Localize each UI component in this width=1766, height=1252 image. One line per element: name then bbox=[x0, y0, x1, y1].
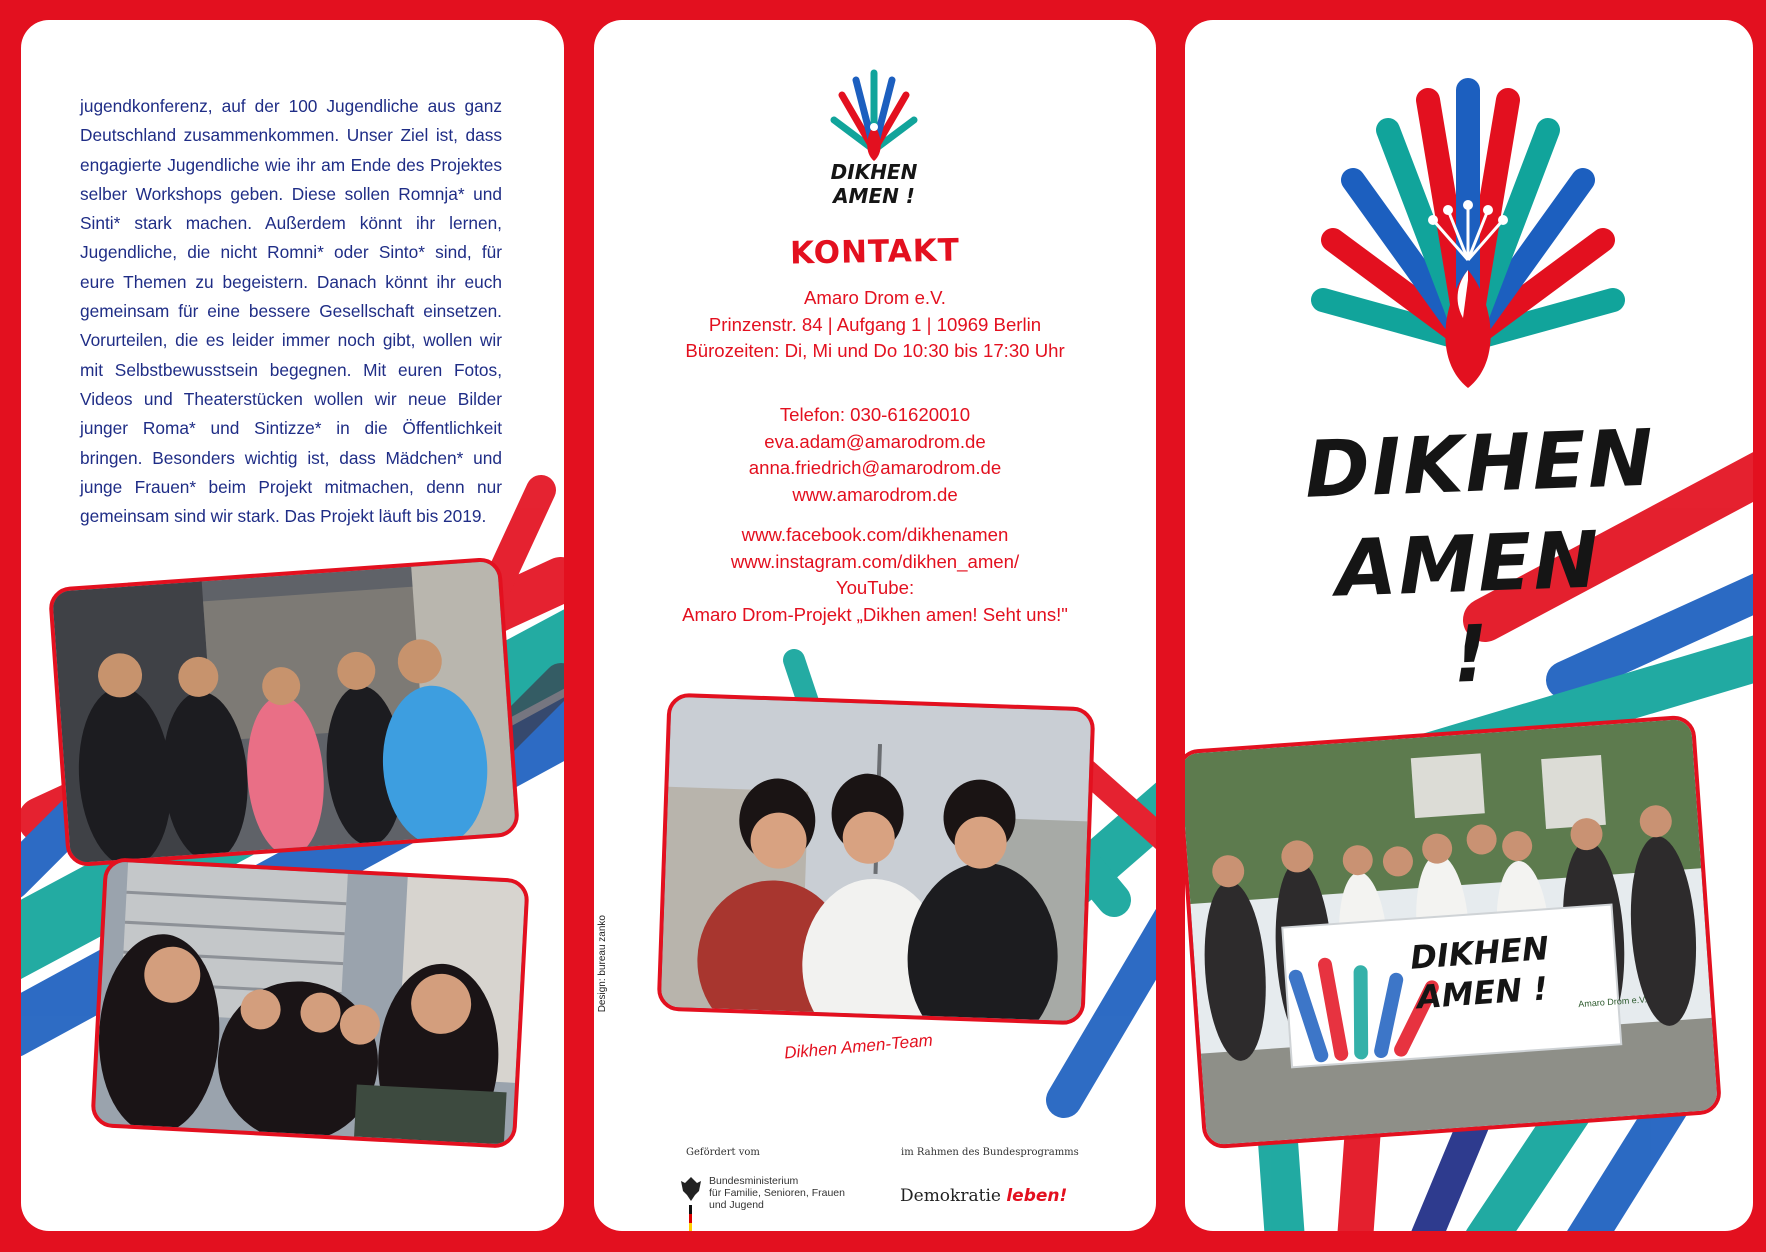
logo-text-line2: AMEN ! bbox=[1334, 515, 1603, 701]
group-photo-banner bbox=[1185, 714, 1722, 1149]
logo-text-line1: DIKHEN bbox=[830, 160, 918, 184]
demokratie-leben-logo bbox=[900, 1186, 1067, 1206]
right-panel bbox=[1185, 20, 1753, 1231]
peacock-logo bbox=[824, 65, 924, 165]
team-photo bbox=[657, 693, 1096, 1026]
intro-paragraph: jugendkonferenz, auf der 100 Jugendliche aus ganz Deutschland zusammenkommen. Unser Ziel ist, dass engagierte Jugendliche wie ihr am Ende des Projektes selber Workshops geben. Diese sollen Romnja* und Sinti* stark machen. Außerdem könnt ihr lernen, Jugendliche, die nicht Romni* oder Sinto* sind, für eure Themen zu begeistern. Danach könnt ihr euch gemeinsam für eine bessere Gesellschaft einsetzen. Vorurteilen, die es leider immer noch gibt, wollen wir mit Selbstbewusstsein begegnen. Mit euren Fotos, Videos und Theaterstücken wollen wir neue Bilder junger Roma* und Sintizze* in die Öffentlichkeit bringen. Besonders wichtig ist, dass Mädchen* und junge Frauen* beim Projekt mitmachen, denn nur gemeinsam sind wir stark. Das Projekt läuft bis 2019. bbox=[80, 96, 502, 527]
contact-block bbox=[594, 402, 1156, 508]
demokratie-text: Demokratie bbox=[900, 1186, 1001, 1206]
email-link-2[interactable]: anna.friedrich@amarodrom.de bbox=[748, 457, 1002, 478]
office-hours: Bürozeiten: Di, Mi und Do 10:30 bis 17:30 Uhr bbox=[685, 340, 1065, 361]
address-block bbox=[594, 285, 1156, 365]
social-block bbox=[594, 522, 1156, 628]
street-address: Prinzenstr. 84 | Aufgang 1 | 10969 Berlin bbox=[708, 313, 1042, 335]
ministry-name: Bundesministerium für Familie, Senioren, Frauen und Jugend bbox=[709, 1175, 845, 1211]
website-link[interactable]: www.amarodrom.de bbox=[792, 483, 958, 505]
logo-text-line1: DIKHEN bbox=[1303, 413, 1657, 516]
photo-caption: Dikhen Amen-Team bbox=[783, 1030, 934, 1063]
banner-org-name: Amaro Drom e.V. bbox=[1577, 994, 1648, 1010]
program-label: im Rahmen des Bundesprogramms bbox=[901, 1147, 1079, 1158]
middle-panel bbox=[594, 20, 1156, 1231]
youtube-title[interactable]: Amaro Drom-Projekt „Dikhen amen! Seht uns!" bbox=[682, 603, 1068, 625]
banner-text-line2: AMEN ! bbox=[1415, 969, 1549, 1017]
peacock-logo-large bbox=[1303, 70, 1633, 390]
banner-text-line1: DIKHEN bbox=[1409, 929, 1551, 977]
facebook-link[interactable]: www.facebook.com/dikhenamen bbox=[741, 524, 1009, 545]
contact-heading: KONTAKT bbox=[789, 232, 961, 272]
instagram-link[interactable]: www.instagram.com/dikhen_amen/ bbox=[730, 550, 1020, 572]
federal-eagle-icon bbox=[679, 1175, 703, 1231]
design-credit: Design: bureau zanko bbox=[597, 915, 608, 1013]
left-panel bbox=[21, 20, 564, 1231]
email-link-1[interactable]: eva.adam@amarodrom.de bbox=[764, 430, 986, 452]
org-name: Amaro Drom e.V. bbox=[804, 287, 946, 308]
leben-text: leben! bbox=[1006, 1186, 1068, 1206]
youtube-label: YouTube: bbox=[835, 577, 915, 598]
group-photo-street bbox=[48, 557, 520, 868]
funded-by-label: Gefördert vom bbox=[686, 1147, 760, 1158]
logo-text-line2: AMEN ! bbox=[833, 184, 915, 208]
selfie-photo bbox=[90, 857, 530, 1149]
phone-number: Telefon: 030-61620010 bbox=[779, 404, 971, 425]
